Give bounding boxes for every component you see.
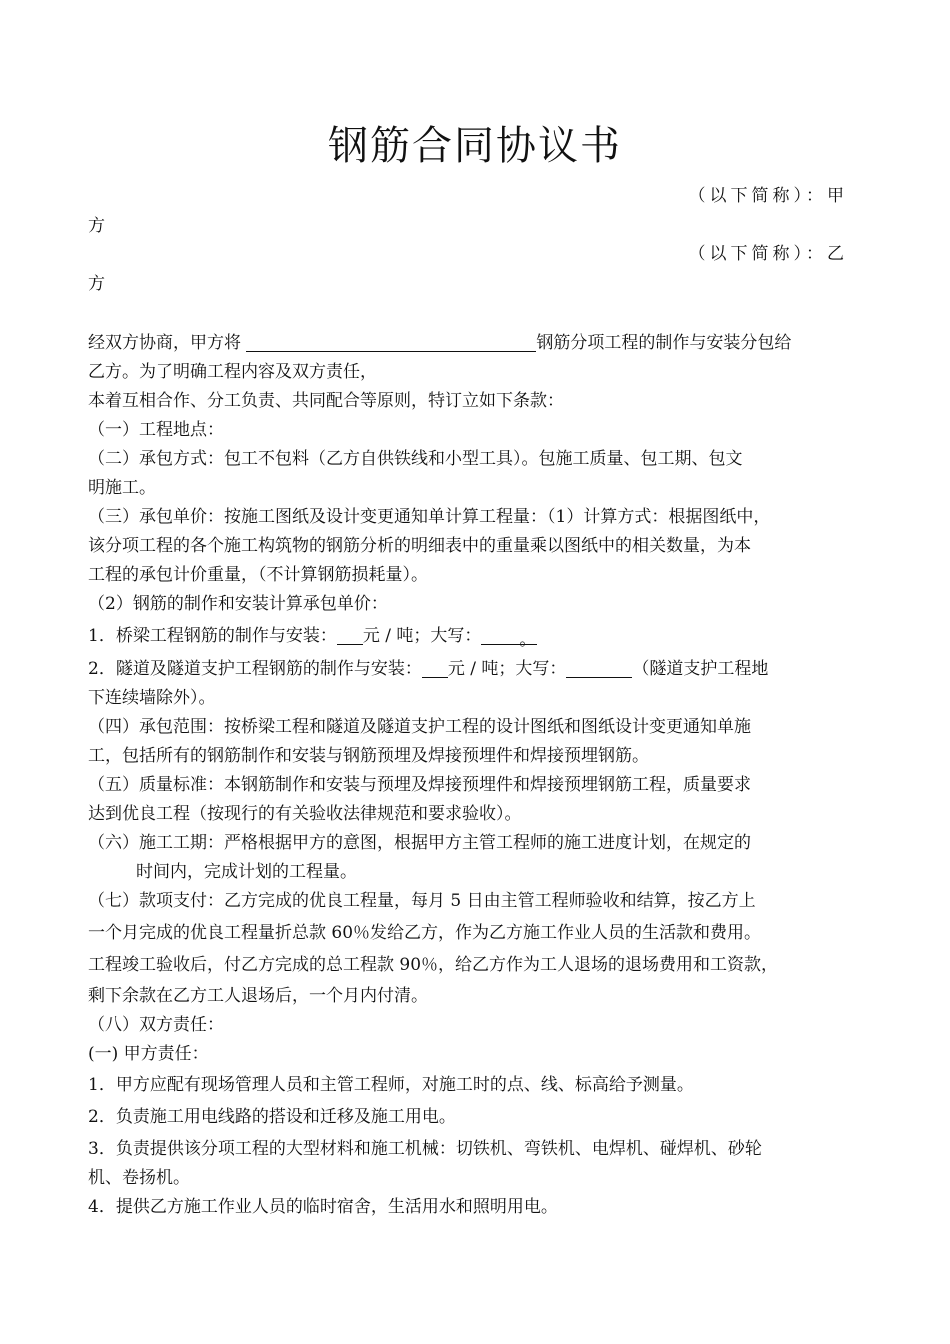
section-7-line-4: 剩下余款在乙方工人退场后，一个月内付清。 xyxy=(88,986,428,1006)
intro-text-a: 经双方协商，甲方将 xyxy=(88,333,241,353)
party-a-wrap: 方 xyxy=(88,216,105,236)
price-2-blank xyxy=(422,659,448,678)
price-1-unit: 元 / 吨；大写： xyxy=(362,626,482,646)
party-b-line: （以下简称）：乙 xyxy=(688,244,848,264)
section-3-line-4: （2）钢筋的制作和安装计算承包单价： xyxy=(88,594,388,614)
duty-3-line-1: 3．负责提供该分项工程的大型材料和施工机械：切铁机、弯铁机、电焊机、碰焊机、砂轮 xyxy=(88,1139,762,1159)
section-5-line-1: （五）质量标准：本钢筋制作和安装与预埋及焊接预埋件和焊接预埋钢筋工程，质量要求 xyxy=(88,775,751,795)
section-4-line-1: （四）承包范围：按桥梁工程和隧道及隧道支护工程的设计图纸和图纸设计变更通知单施 xyxy=(88,717,751,737)
duty-1: 1．甲方应配有现场管理人员和主管工程师，对施工时的点、线、标高给予测量。 xyxy=(88,1075,694,1095)
price-2-label: 2．隧道及隧道支护工程钢筋的制作与安装： xyxy=(88,659,422,679)
intro-text-b: 钢筋分项工程的制作与安装分包给 xyxy=(536,333,792,353)
section-7-line-1: （七）款项支付：乙方完成的优良工程量，每月 5 日由主管工程师验收和结算，按乙方上 xyxy=(88,891,756,911)
party-b-wrap: 方 xyxy=(88,274,105,294)
section-6-line-1: （六）施工工期：严格根据甲方的意图，根据甲方主管工程师的施工进度计划，在规定的 xyxy=(88,833,751,853)
page-title: 钢筋合同协议书 xyxy=(328,123,622,169)
section-2-line-1: （二）承包方式：包工不包料（乙方自供铁线和小型工具）。包施工质量、包工期、包文 xyxy=(88,449,743,469)
section-7-line-3: 工程竣工验收后，付乙方完成的总工程款 90％，给乙方作为工人退场的退场费用和工资款， xyxy=(88,955,779,975)
intro-line-1 xyxy=(88,329,848,357)
price-2-note: （隧道支护工程地 xyxy=(632,659,769,679)
price-item-2-wrap: 下连续墙除外）。 xyxy=(88,688,216,708)
section-2-line-2: 明施工。 xyxy=(88,478,156,498)
section-3-line-1: （三）承包单价：按施工图纸及设计变更通知单计算工程量：（1）计算方式：根据图纸中， xyxy=(88,507,771,527)
section-3-line-2: 该分项工程的各个施工构筑物的钢筋分析的明细表中的重量乘以图纸中的相关数量，为本 xyxy=(88,536,751,556)
price-item-2 xyxy=(88,655,848,683)
section-4-line-2: 工，包括所有的钢筋制作和安装与钢筋预埋及焊接预埋件和焊接预埋钢筋。 xyxy=(88,746,649,766)
price-1-words-blank: 。 xyxy=(481,626,537,645)
intro-line-3: 本着互相合作、分工负责、共同配合等原则，特订立如下条款： xyxy=(88,391,564,411)
duty-4: 4．提供乙方施工作业人员的临时宿舍，生活用水和照明用电。 xyxy=(88,1197,558,1217)
intro-line-2: 乙方。为了明确工程内容及双方责任， xyxy=(88,362,377,382)
section-5-line-2: 达到优良工程（按现行的有关验收法律规范和要求验收）。 xyxy=(88,804,522,824)
section-1: （一）工程地点： xyxy=(88,420,224,440)
price-1-label: 1．桥梁工程钢筋的制作与安装： xyxy=(88,626,337,646)
duty-2: 2．负责施工用电线路的搭设和迁移及施工用电。 xyxy=(88,1107,456,1127)
section-7-line-2: 一个月完成的优良工程量折总款 60％发给乙方，作为乙方施工作业人员的生活款和费用。 xyxy=(88,923,762,943)
section-3-line-3: 工程的承包计价重量，（不计算钢筋损耗量）。 xyxy=(88,565,428,585)
duty-3-line-2: 机、卷扬机。 xyxy=(88,1168,190,1188)
section-6-line-2: 时间内，完成计划的工程量。 xyxy=(136,862,357,882)
price-2-unit: 元 / 吨；大写： xyxy=(447,659,567,679)
price-item-1 xyxy=(88,622,848,650)
project-name-blank xyxy=(246,333,536,352)
price-2-words-blank xyxy=(566,659,632,678)
party-a-line: （以下简称）：甲 xyxy=(688,186,848,206)
price-1-blank xyxy=(337,626,363,645)
party-a-duties-heading: (一) 甲方责任： xyxy=(88,1044,209,1064)
section-8: （八）双方责任： xyxy=(88,1015,224,1035)
